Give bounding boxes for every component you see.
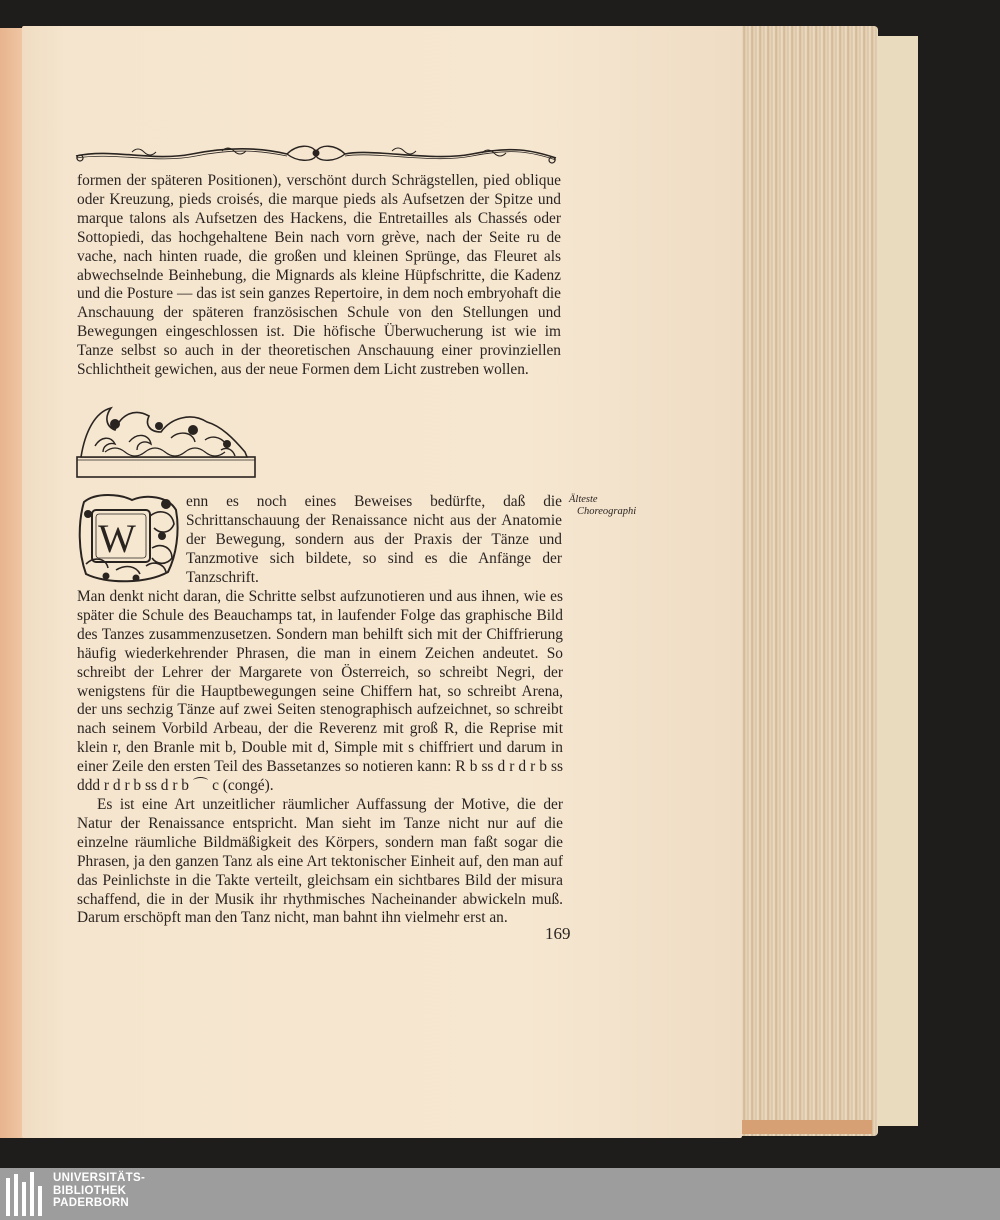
floral-vignette-icon bbox=[75, 402, 257, 482]
paragraph-3-text: Es ist eine Art unzeitlicher räumlicher Auffassung der Motive, die der Natur der Renaissance entspricht. Man sieht im Tanze nicht nur auf die einzelne räumliche Bildmäßigkeit des Körpers, sondern man faßt sogar die Phrasen, ja den ganzen Tanz als eine Art tektonischer Einheit auf, den man auf das Peinlichste in die Takte verteilt, gleichsam ein sichtbares Bild der misura schaffend, die in der Musik ihr rhythmisches Nacheinander abwickeln muß. Darum erschöpft man den Tanz nicht, man bahnt ihn vielmehr erst an. bbox=[77, 795, 563, 927]
paragraph-1-text: formen der späteren Positionen), verschönt durch Schrägstellen, pied oblique oder Kreuzung, pieds croisés, die marque pieds als Aufsetzen der Spitze und marque talons als Aufsetzen des Hackens, die Entretailles als Chassés oder Sottopiedi, das hochgehaltene Bein nach vorn grève, nach der Seite ru de vache, nach hinten ruade, die großen und kleinen Sprünge, das Fleuret als abwechselnde Beinhebung, die Mignards als kleine Hüpfschritte, die Kadenz und die Posture — das ist sein ganzes Repertoire, in dem noch embryohaft die Anschauung der späteren französischen Schule von den Stellungen und Bewegungen eingeschlossen ist. Die höfische Überwucherung ist wie im Tanze selbst so auch in der theoretischen Anschauung einer provinziellen Schlichtheit gewichen, aus der neue Formen dem Licht zustreben wollen. bbox=[77, 172, 561, 379]
library-name-line-2: BIBLIOTHEK bbox=[53, 1184, 127, 1197]
page-stack-edges bbox=[738, 26, 878, 1136]
library-name-line-1: UNIVERSITÄTS- bbox=[53, 1172, 146, 1184]
paragraph-2-opening-text: enn es noch eines Beweises bedürfte, daß die Schrittanschauung der Renaissance nicht aus der Anatomie der Bewegung, sondern aus der Praxis der Tänze und Tanzmotive sich bildete, so sind es die Anfänge der Tanzschrift. bbox=[186, 493, 562, 586]
paragraph-2-opening bbox=[186, 493, 562, 588]
ornamental-rule-icon bbox=[72, 142, 560, 166]
paragraph-2-rest-text: Man denkt nicht daran, die Schritte selbst aufzunotieren und aus ihnen, wie es später die Schule des Beauchamps tat, in laufender Folge das graphische Bild des Tanzes zusammenzusetzen. Sondern man behilft sich mit der Chiffrierung häufig wiederkehrender Phrasen, die man in einem Zeichen andeutet. So schreibt der Lehrer der Margarete von Österreich, so schreibt Negri, der wenigstens für die Hauptbewegungen seine Chiffern hat, so schreibt Arena, der uns sechzig Tänze auf zwei Seiten stenographisch aufzeichnet, so schreibt nach seinem Vorbild Arbeau, der die Reverenz mit groß R, die Reprise mit klein r, den Branle mit b, Double mit d, Simple mit s chiffriert und darum in einer Zeile den ersten Teil des Bassetanzes so notieren kann: R b ss d r d r b ss ddd r d r b ss d r b ⌒ c (congé). bbox=[77, 588, 563, 795]
margin-note bbox=[569, 494, 636, 518]
library-logo-icon bbox=[6, 1172, 48, 1216]
library-name bbox=[53, 1172, 145, 1210]
paragraph-2-continuation bbox=[77, 588, 563, 928]
library-name-line-3: PADERBORN bbox=[53, 1197, 129, 1209]
library-footer-bar bbox=[0, 1168, 1000, 1220]
margin-note-line-2: Choreographi bbox=[577, 506, 637, 517]
margin-note-line-1: Älteste bbox=[569, 494, 598, 505]
page-number: 169 bbox=[545, 924, 571, 943]
initial-letter: W bbox=[98, 516, 136, 561]
paragraph-1 bbox=[77, 172, 561, 380]
